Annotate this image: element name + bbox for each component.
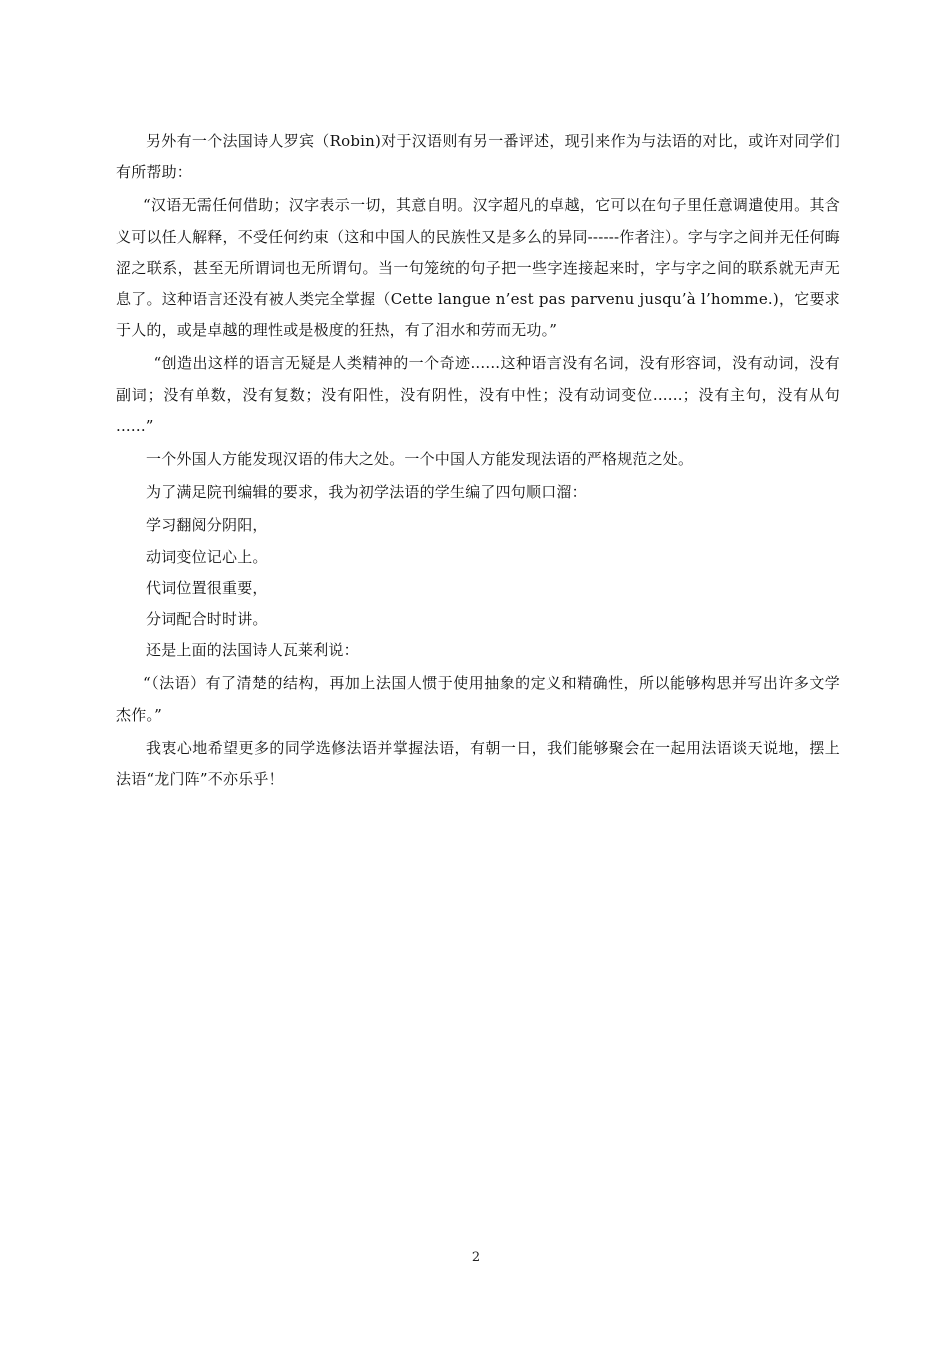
paragraph-robin-quote-2: “创造出这样的语言无疑是人类精神的一个奇迹......这种语言没有名词，没有形容词，没有动词，没有副词；没有单数，没有复数；没有阳性，没有阴性，没有中性；没有动词变位......；没有主句，没有从句 ......” [116,354,840,435]
paragraph-foreigner-chinese: 一个外国人方能发现汉语的伟大之处。一个中国人方能发现法语的严格规范之处。 [146,450,694,469]
document-body [116,126,840,797]
page-number: 2 [471,1250,481,1265]
paragraph-robin-quote-1: “汉语无需任何借助；汉字表示一切，其意自明。汉字超凡的卓越，它可以在句子里任意调遣使用。其含义可以任人解释，不受任何约束（这和中国人的民族性又是多么的异同------作者注）。字与字之间并无任何晦涩之联系，甚至无所谓词也无所谓句。当一句笼统的句子把一些字连接起来时，字与字之间的联系就无声无息了。这种语言还没有被人类完全掌握（Cette langue n’est pas parvenu jusqu’à l’homme.)，它要求于人的，或是卓越的理性或是极度的狂热，有了泪水和劳而无功。” [116,196,840,340]
rhyme-line-3: 代词位置很重要， [146,578,268,597]
paragraph-robin-intro: 另外有一个法国诗人罗宾（Robin)对于汉语则有另一番评述，现引来作为与法语的对比，或许对同学们有所帮助： [116,132,840,182]
paragraph-valery-intro: 还是上面的法国诗人瓦莱利说： [146,641,359,660]
rhyme-line-2: 动词变位记心上。 [146,547,268,566]
paragraph-rhyme-intro: 为了满足院刊编辑的要求，我为初学法语的学生编了四句顺口溜： [146,483,587,502]
rhyme-line-1: 学习翻阅分阴阳， [146,516,268,535]
paragraph-valery-quote: “（法语）有了清楚的结构，再加上法国人惯于使用抽象的定义和精确性，所以能够构思并写出许多文学杰作。” [116,674,840,724]
rhyme-line-4: 分词配合时时讲。 [146,610,268,629]
paragraph-closing-wish: 我衷心地希望更多的同学选修法语并掌握法语，有朝一日，我们能够聚会在一起用法语谈天说地，摆上法语“龙门阵”不亦乐乎！ [116,738,840,789]
